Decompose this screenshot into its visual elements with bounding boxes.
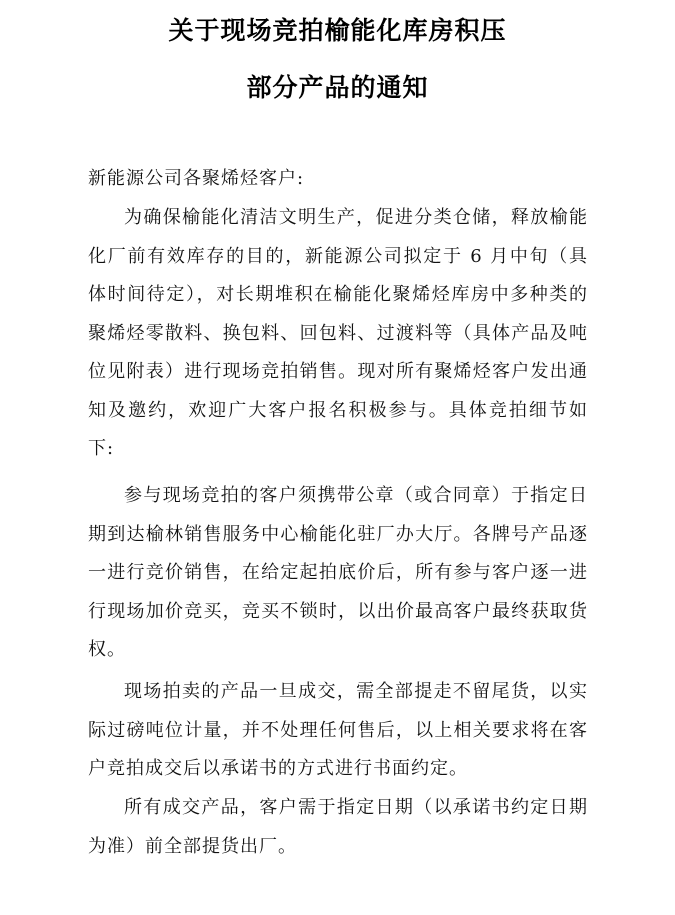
document-title-line-2: 部分产品的通知 (246, 73, 429, 102)
paragraph-pickup-deadline: 所有成交产品，客户需于指定日期（以承诺书约定日期为准）前全部提货出厂。 (88, 797, 588, 857)
paragraph-auction-procedure: 参与现场竞拍的客户须携带公章（或合同章）于指定日期到达榆林销售服务中心榆能化驻厂办大厅。各牌号产品逐一进行竞价销售，在给定起拍底价后，所有参与客户逐一进行现场加价竞买，竞买不锁时，以出价最高客户最终获取货权。 (88, 485, 588, 660)
document-title-line-1: 关于现场竞拍榆能化库房积压 (168, 16, 507, 45)
paragraph-settlement-terms: 现场拍卖的产品一旦成交，需全部提走不留尾货，以实际过磅吨位计量，并不处理任何售后，以上相关要求将在客户竞拍成交后以承诺书的方式进行书面约定。 (88, 681, 588, 779)
paragraph-purpose: 为确保榆能化清洁文明生产，促进分类仓储，释放榆能化厂前有效库存的目的，新能源公司拟定于 6 月中旬（具体时间待定），对长期堆积在榆能化聚烯烃库房中多种类的聚烯烃零散料、换包料、回包料、过渡料等（具体产品及吨位见附表）进行现场竞拍销售。现对所有聚烯烃客户发出通知及邀约，欢迎广大客户报名积极参与。具体竞拍细节如下: (88, 207, 588, 459)
salutation: 新能源公司各聚烯烃客户: (88, 168, 305, 189)
